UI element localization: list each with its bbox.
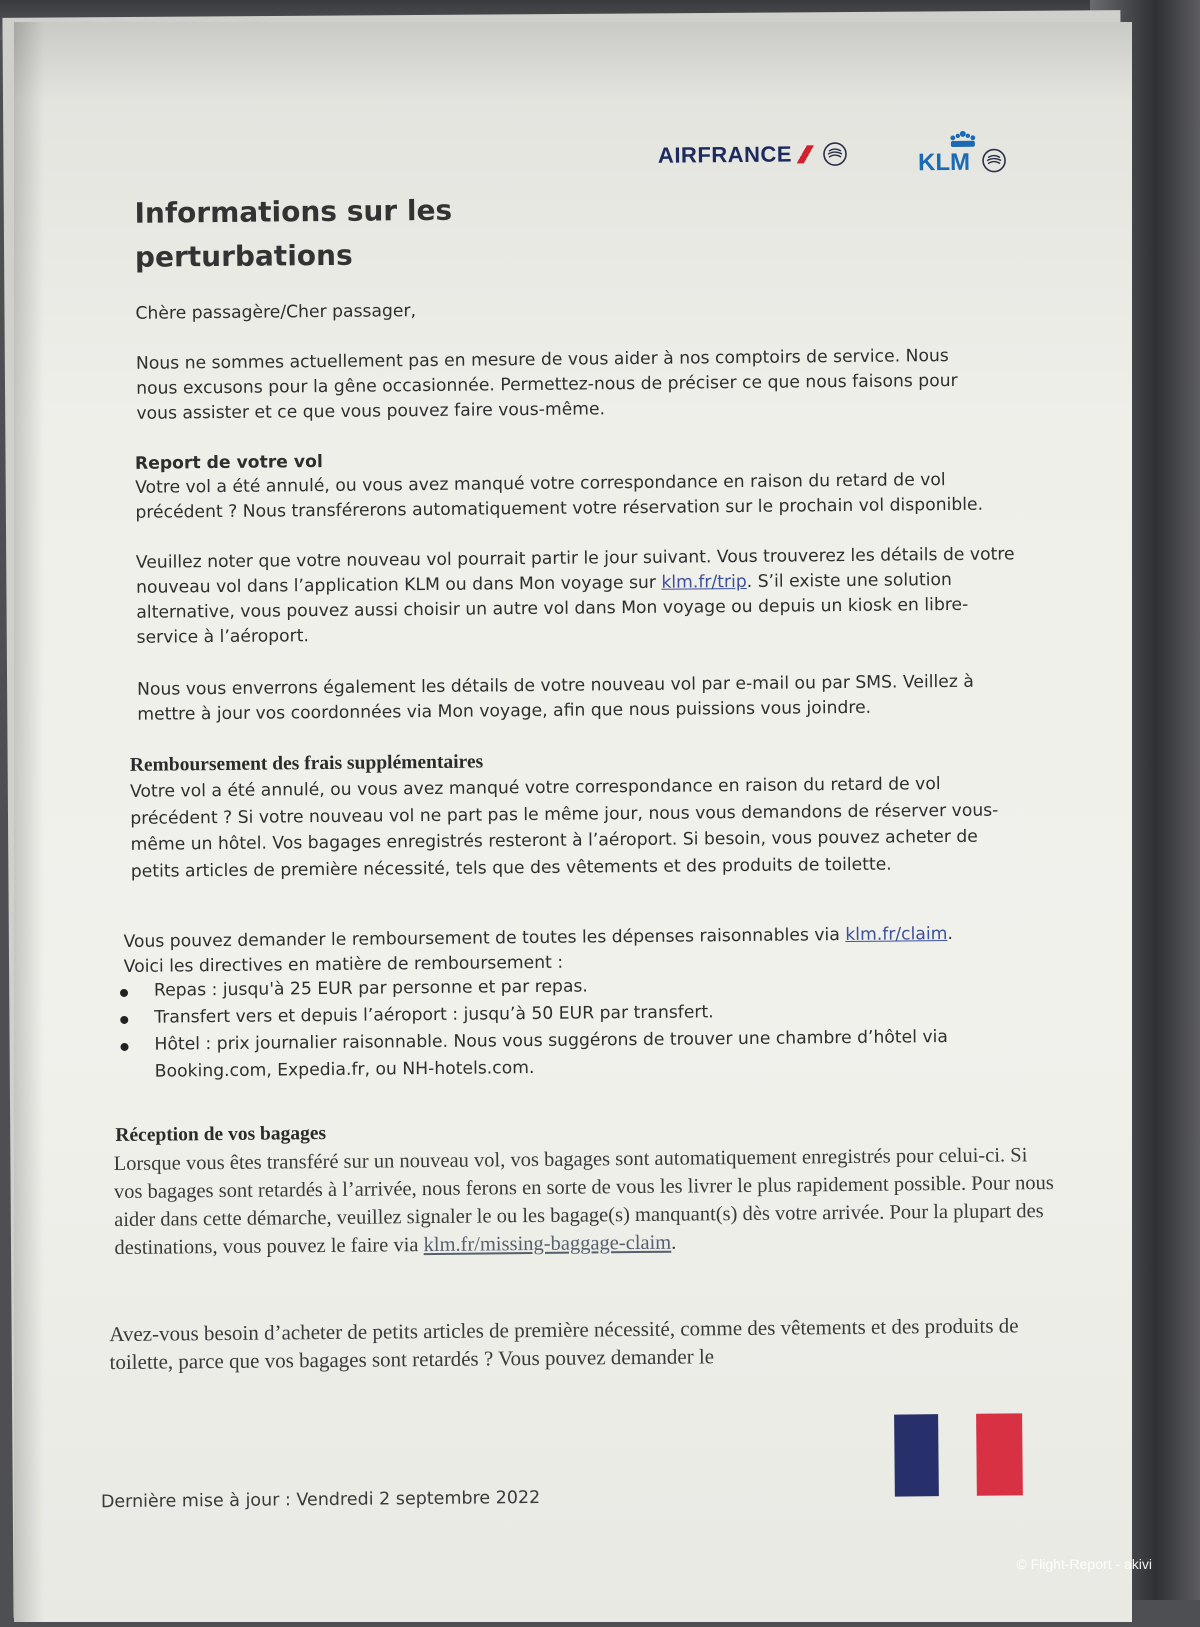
bullet-icon <box>120 989 128 997</box>
report-heading: Report de votre vol <box>134 452 323 474</box>
klm-trip-link[interactable]: klm.fr/trip <box>661 571 747 593</box>
flag-red-stripe <box>976 1413 1023 1495</box>
bagages-paragraph-1: Lorsque vous êtes transféré sur un nouveau vol, vos bagages sont automatiquement enregistrés pour celui-ci. Si vos bagages sont retardés à l’arrivée, nous ferons en sorte de vous les livrer le plus rapidement possible. Pour nous aider dans cette démarche, veuillez signaler le ou les bagage(s) manquant(s) dès votre arrivée. Pour la plupart des destinations, vous pouvez le faire via klm.fr/missing-baggage-claim. <box>113 1144 1054 1260</box>
airfrance-wordmark: AIRFRANCE <box>657 141 793 168</box>
greeting: Chère passagère/Cher passager, <box>135 301 417 324</box>
remboursement-paragraph-1: Votre vol a été annulé, ou vous avez manqué votre correspondance en raison du retard de vol précédent ? Si votre nouveau vol ne part pas le même jour, nous vous demandons de réserver vous-même un hôtel. Vos bagages enregistrés resteront à l’aéroport. Si besoin, vous pouvez acheter de petits articles de première nécessité, tels que des vêtements et des produits de toilette. <box>129 774 999 882</box>
list-item: Repas : jusqu'à 25 EUR par personne et par repas. <box>120 969 1040 1005</box>
copyright-watermark: © Flight-Report - akivi <box>1016 1556 1152 1572</box>
bullet-icon <box>120 1016 128 1024</box>
last-update: Dernière mise à jour : Vendredi 2 septembre 2022 <box>100 1487 541 1513</box>
report-paragraph-2: Veuillez noter que votre nouveau vol pourrait partir le jour suivant. Vous trouverez les détails de votre nouveau vol dans l’application KLM ou dans Mon voyage sur klm.fr/trip. S’il existe une solution alternative, vous pouvez aussi choisir un autre vol dans Mon voyage ou depuis un kiosk en libre-service à l’aéroport. <box>135 544 1015 648</box>
remboursement-paragraph-3: Voici les directives en matière de remboursement : <box>123 952 564 977</box>
remboursement-paragraph-2: Vous pouvez demander le remboursement de toutes les dépenses raisonnables via klm.fr/claim. <box>123 923 953 952</box>
reimbursement-guidelines-list <box>120 969 1041 1086</box>
airfrance-logo <box>658 141 848 169</box>
bullet-icon <box>120 1043 128 1051</box>
skyteam-seal-icon-klm <box>981 147 1007 173</box>
missing-baggage-claim-link[interactable]: klm.fr/missing-baggage-claim <box>423 1231 672 1257</box>
klm-wordmark: KLM <box>917 148 971 177</box>
page-title: Informations sur les perturbations <box>134 193 453 274</box>
report-paragraph-3: Nous vous enverrons également les détails de votre nouveau vol par e-mail ou par SMS. Veillez à mettre à jour vos coordonnées via Mon voyage, afin que nous puissions vous joindre. <box>137 671 974 725</box>
document-content <box>7 16 1140 1627</box>
header-logos <box>658 129 1048 183</box>
document-page <box>14 22 1132 1622</box>
skyteam-seal-icon <box>822 141 848 167</box>
list-item: Transfert vers et depuis l’aéroport : jusqu’à 50 EUR par transfert. <box>120 996 1040 1032</box>
report-paragraph-1: Votre vol a été annulé, ou vous avez manqué votre correspondance en raison du retard de vol précédent ? Nous transférerons automatiquement votre réservation sur le prochain vol disponible. <box>135 470 984 523</box>
klm-crown-icon <box>942 130 982 150</box>
klm-logo <box>918 129 1008 177</box>
airfrance-slash-icon <box>794 145 816 163</box>
intro-paragraph: Nous ne sommes actuellement pas en mesure de vous aider à nos comptoirs de service. Nous nous excusons pour la gêne occasionnée. Permettez-nous de préciser ce que nous faisons pour vous assister et ce que vous pouvez faire vous-même. <box>135 345 958 424</box>
klm-claim-link[interactable]: klm.fr/claim <box>845 924 948 946</box>
bagages-paragraph-2: Avez-vous besoin d’acheter de petits articles de première nécessité, comme des vêtements et des produits de toilette, parce que vos bagages sont retardés ? Vous pouvez demander le <box>109 1313 1019 1375</box>
list-item: Hôtel : prix journalier raisonnable. Nous vous suggérons de trouver une chambre d’hôtel via Booking.com, Expedia.fr, ou NH-hotels.com. <box>120 1023 1040 1086</box>
flag-blue-stripe <box>894 1414 939 1496</box>
bagages-heading: Réception de vos bagages <box>115 1123 327 1147</box>
remboursement-heading: Remboursement des frais supplémentaires <box>129 751 484 776</box>
